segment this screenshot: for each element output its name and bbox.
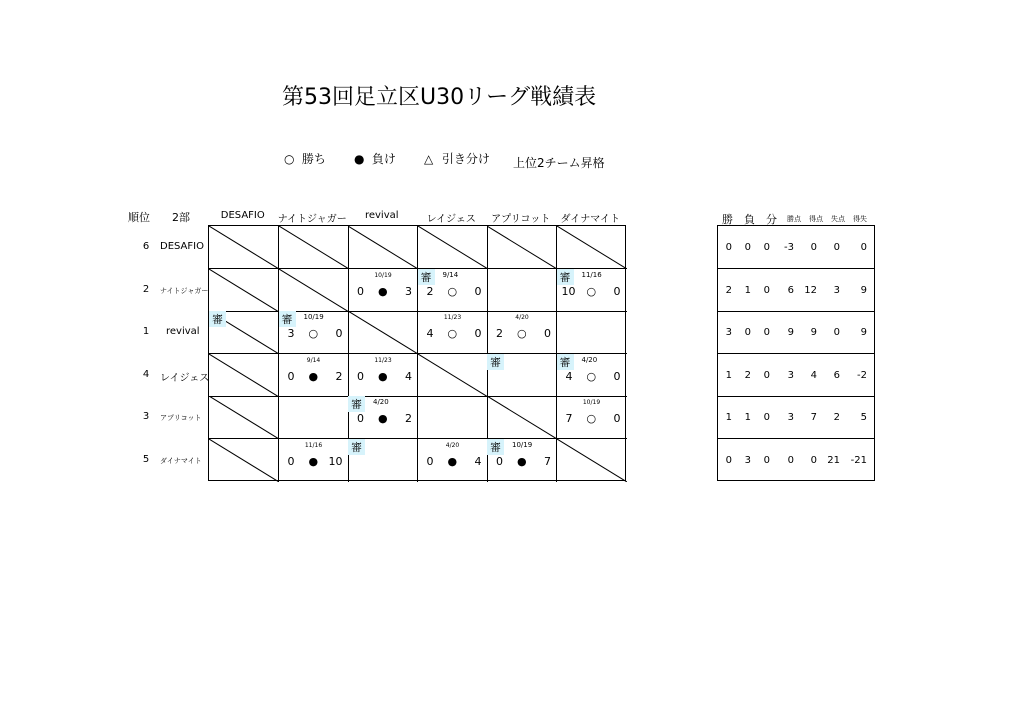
result-cell	[348, 439, 418, 482]
score-own: 0	[357, 369, 364, 383]
loss-icon: ●	[308, 369, 319, 383]
result-cell	[209, 311, 279, 354]
standings-value: 6	[787, 284, 794, 296]
match-date: 4/20	[373, 398, 389, 406]
result-cell	[557, 269, 627, 312]
diagonal-stroke	[209, 226, 279, 269]
win-icon: ○	[447, 284, 458, 298]
standings-value: 1	[725, 412, 732, 423]
result-cell	[418, 396, 488, 439]
standings-value: 2	[744, 369, 751, 381]
match-date: 10/19	[303, 313, 324, 321]
column-header-team: revival	[364, 210, 399, 221]
standings-value: 3	[725, 327, 732, 338]
standings-value: 0	[763, 369, 770, 381]
result-cell	[557, 396, 627, 439]
score-opponent: 0	[613, 284, 621, 298]
diagonal-stroke	[279, 269, 349, 312]
division-header: 2部	[172, 211, 190, 224]
standings-value: 0	[833, 327, 840, 338]
loss-icon: ●	[354, 152, 365, 166]
result-cell	[418, 269, 488, 312]
result-cell	[279, 354, 349, 397]
standings-value: 1	[725, 369, 732, 381]
standings-value: 0	[763, 284, 770, 296]
diagonal-line	[348, 311, 418, 354]
match-date: 4/20	[515, 314, 529, 321]
result-cell	[557, 226, 627, 269]
score-own: 0	[496, 454, 503, 468]
standings-header: 勝	[722, 213, 733, 226]
legend-draw-label: 引き分け	[441, 152, 490, 166]
match-score	[487, 455, 557, 469]
result-cell	[557, 311, 627, 354]
result-cell	[487, 396, 557, 439]
result-cell	[279, 311, 349, 354]
referee-badge: 審	[348, 396, 365, 412]
result-cell	[279, 269, 349, 312]
diagonal-stroke	[348, 226, 418, 269]
standings-row	[718, 396, 874, 439]
standings-header-small: 得点	[809, 215, 823, 223]
row-rank: 2	[142, 283, 150, 295]
win-icon: ○	[447, 327, 458, 340]
match-date: 10/19	[582, 399, 601, 406]
standings-value: 0	[787, 454, 794, 466]
win-icon: ○	[517, 327, 527, 340]
standings-value: 1	[744, 284, 751, 296]
row-team-name: revival	[166, 326, 200, 337]
standings-value: 0	[833, 242, 840, 253]
referee-badge: 審	[487, 354, 504, 370]
diagonal-stroke	[209, 354, 279, 397]
diagonal-stroke	[209, 396, 279, 439]
score-opponent: 0	[474, 327, 482, 340]
score-own: 0	[426, 454, 434, 468]
result-cell	[209, 354, 279, 397]
results-grid	[208, 225, 626, 481]
score-own: 10	[561, 284, 576, 298]
column-header-team: ダイナマイト	[560, 214, 621, 225]
referee-badge: 審	[348, 439, 365, 455]
score-own: 0	[287, 454, 295, 468]
result-cell	[279, 439, 349, 482]
column-header-team: レイジェス	[426, 214, 476, 225]
score-own: 3	[287, 327, 295, 340]
standings-value: 4	[810, 369, 817, 381]
match-score	[348, 412, 418, 426]
loss-icon: ●	[517, 454, 527, 468]
match-score	[418, 327, 488, 341]
standings-value: 9	[860, 327, 867, 338]
score-own: 7	[565, 412, 573, 425]
standings-value: 6	[833, 369, 840, 381]
standings-value: 1	[744, 412, 751, 423]
match-score	[557, 285, 627, 299]
referee-badge: 審	[487, 439, 504, 455]
diagonal-line	[209, 396, 279, 439]
score-opponent: 0	[544, 327, 551, 340]
diagonal-stroke	[418, 226, 488, 269]
score-opponent: 4	[405, 369, 412, 383]
result-cell	[209, 396, 279, 439]
diagonal-stroke	[557, 226, 627, 269]
referee-badge: 審	[209, 311, 226, 327]
match-date: 9/14	[442, 270, 459, 279]
diagonal-line	[279, 226, 349, 269]
result-cell	[418, 226, 488, 269]
legend-win	[284, 150, 326, 167]
match-score	[348, 285, 418, 299]
result-cell	[487, 354, 557, 397]
row-team-name: ダイナマイト	[160, 456, 202, 465]
match-date: 10/19	[512, 440, 533, 449]
result-cell	[487, 269, 557, 312]
row-rank: 4	[142, 368, 150, 380]
result-cell	[348, 226, 418, 269]
rank-header: 順位	[128, 211, 150, 224]
diagonal-line	[209, 269, 279, 312]
loss-icon: ●	[447, 454, 458, 468]
diagonal-line	[557, 226, 627, 269]
standings-value: 2	[725, 284, 732, 296]
match-date: 11/16	[581, 270, 602, 279]
row-team-name: DESAFIO	[160, 241, 204, 252]
match-score	[279, 455, 349, 469]
diagonal-line	[209, 439, 279, 482]
diagonal-line	[209, 226, 279, 269]
result-cell	[348, 269, 418, 312]
row-team-name: ナイトジャガー	[160, 286, 209, 295]
score-opponent: 2	[335, 369, 343, 383]
loss-icon: ●	[378, 284, 388, 298]
result-cell	[279, 226, 349, 269]
loss-icon: ●	[378, 412, 388, 425]
standings-value: 9	[860, 284, 867, 296]
result-cell	[487, 439, 557, 482]
diagonal-line	[418, 226, 488, 269]
score-opponent: 10	[328, 454, 343, 468]
standings-value: 0	[763, 454, 770, 466]
standings-value: 12	[804, 284, 817, 296]
match-date: 10/19	[374, 271, 392, 279]
standings-value: 5	[860, 412, 867, 423]
diagonal-line	[487, 396, 557, 439]
standings-value: 9	[810, 327, 817, 338]
standings-row	[718, 439, 874, 482]
result-cell	[487, 226, 557, 269]
legend-draw	[424, 150, 490, 167]
referee-badge: 審	[279, 311, 296, 327]
referee-badge: 審	[418, 269, 435, 285]
diagonal-line	[557, 439, 627, 482]
standings-value: 2	[833, 412, 840, 423]
diagonal-line	[209, 354, 279, 397]
standings-value: 0	[763, 327, 770, 338]
column-header-team: アプリコット	[491, 214, 551, 225]
win-icon: ○	[586, 412, 597, 425]
score-own: 0	[357, 412, 364, 425]
score-opponent: 0	[613, 369, 621, 383]
score-opponent: 7	[544, 454, 551, 468]
standings-header: 分	[766, 213, 777, 226]
result-cell	[487, 311, 557, 354]
standings-table	[717, 225, 875, 481]
promotion-note: 上位2チーム昇格	[513, 156, 605, 170]
standings-value: 0	[763, 242, 770, 253]
standings-value: 0	[744, 242, 751, 253]
standings-header-small: 得失	[853, 215, 867, 223]
match-score	[557, 370, 627, 384]
row-rank: 3	[142, 411, 150, 422]
result-cell	[209, 439, 279, 482]
match-score	[348, 370, 418, 384]
score-opponent: 2	[405, 412, 412, 425]
diagonal-stroke	[348, 311, 418, 354]
match-score	[557, 412, 627, 426]
standings-value: 3	[744, 454, 751, 466]
score-own: 0	[287, 369, 295, 383]
page-title: 第53回足立区U30リーグ戦績表	[282, 85, 597, 110]
standings-row	[718, 354, 874, 397]
win-icon: ○	[586, 369, 597, 383]
result-cell	[209, 226, 279, 269]
standings-header-small: 勝点	[787, 215, 801, 223]
standings-value: 0	[744, 327, 751, 338]
standings-value: 0	[725, 242, 732, 253]
column-header-team: DESAFIO	[220, 210, 265, 221]
row-rank: 5	[142, 453, 150, 465]
standings-row	[718, 226, 874, 269]
match-date: 9/14	[306, 356, 321, 364]
standings-value: -2	[857, 369, 867, 381]
standings-value: 3	[787, 412, 794, 423]
standings-row	[718, 269, 874, 312]
match-score	[279, 327, 349, 341]
result-cell	[557, 354, 627, 397]
diagonal-stroke	[209, 269, 279, 312]
legend-loss-label: 負け	[371, 152, 396, 166]
referee-badge: 審	[557, 269, 574, 285]
score-own: 4	[426, 327, 434, 340]
match-score	[279, 370, 349, 384]
standings-value: 7	[810, 412, 817, 423]
diagonal-stroke	[279, 226, 349, 269]
result-cell	[279, 396, 349, 439]
row-team-name: レイジェス	[160, 372, 210, 384]
diagonal-line	[279, 269, 349, 312]
score-own: 4	[565, 369, 573, 383]
win-icon: ○	[586, 284, 597, 298]
diagonal-stroke	[557, 439, 627, 482]
diagonal-line	[487, 226, 557, 269]
diagonal-stroke	[487, 226, 557, 269]
standings-value: 21	[827, 454, 840, 466]
score-own: 0	[357, 284, 364, 298]
row-rank: 1	[142, 326, 150, 337]
diagonal-line	[418, 354, 488, 397]
score-opponent: 0	[335, 327, 343, 340]
referee-badge: 審	[557, 354, 574, 370]
match-score	[418, 285, 488, 299]
result-cell	[209, 269, 279, 312]
win-icon: ○	[284, 152, 295, 166]
loss-icon: ●	[308, 454, 319, 468]
standings-value: -21	[850, 454, 867, 466]
score-own: 2	[496, 327, 503, 340]
standings-value: 3	[833, 284, 840, 296]
diagonal-stroke	[418, 354, 488, 397]
standings-header: 負	[744, 213, 755, 226]
diagonal-line	[348, 226, 418, 269]
standings-header-small: 失点	[831, 215, 845, 223]
match-score	[487, 327, 557, 341]
result-cell	[348, 396, 418, 439]
legend-win-label: 勝ち	[301, 152, 326, 166]
draw-icon: △	[424, 152, 434, 166]
match-date: 4/20	[445, 441, 460, 449]
score-opponent: 0	[474, 284, 482, 298]
standings-value: 0	[725, 454, 732, 466]
row-team-name: アプリコット	[160, 414, 202, 422]
standings-row	[718, 311, 874, 354]
standings-value: 0	[810, 454, 817, 466]
legend-loss	[354, 150, 396, 167]
result-cell	[418, 354, 488, 397]
result-cell	[348, 354, 418, 397]
diagonal-stroke	[209, 439, 279, 482]
standings-value: -3	[784, 242, 794, 253]
diagonal-stroke	[487, 396, 557, 439]
score-own: 2	[426, 284, 434, 298]
score-opponent: 0	[613, 412, 621, 425]
row-rank: 6	[142, 241, 150, 252]
standings-value: 3	[787, 369, 794, 381]
result-cell	[557, 439, 627, 482]
standings-value: 0	[860, 242, 867, 253]
match-date: 11/16	[304, 441, 323, 449]
score-opponent: 4	[474, 454, 482, 468]
column-header-team: ナイトジャガー	[277, 214, 347, 225]
match-date: 4/20	[581, 355, 598, 364]
score-opponent: 3	[405, 284, 412, 298]
result-cell	[418, 439, 488, 482]
result-cell	[418, 311, 488, 354]
match-date: 11/23	[443, 314, 462, 321]
win-icon: ○	[308, 327, 319, 340]
standings-value: 9	[787, 327, 794, 338]
standings-value: 0	[763, 412, 770, 423]
loss-icon: ●	[378, 369, 388, 383]
result-cell	[348, 311, 418, 354]
standings-value: 0	[810, 242, 817, 253]
match-score	[418, 455, 488, 469]
match-date: 11/23	[374, 356, 392, 364]
